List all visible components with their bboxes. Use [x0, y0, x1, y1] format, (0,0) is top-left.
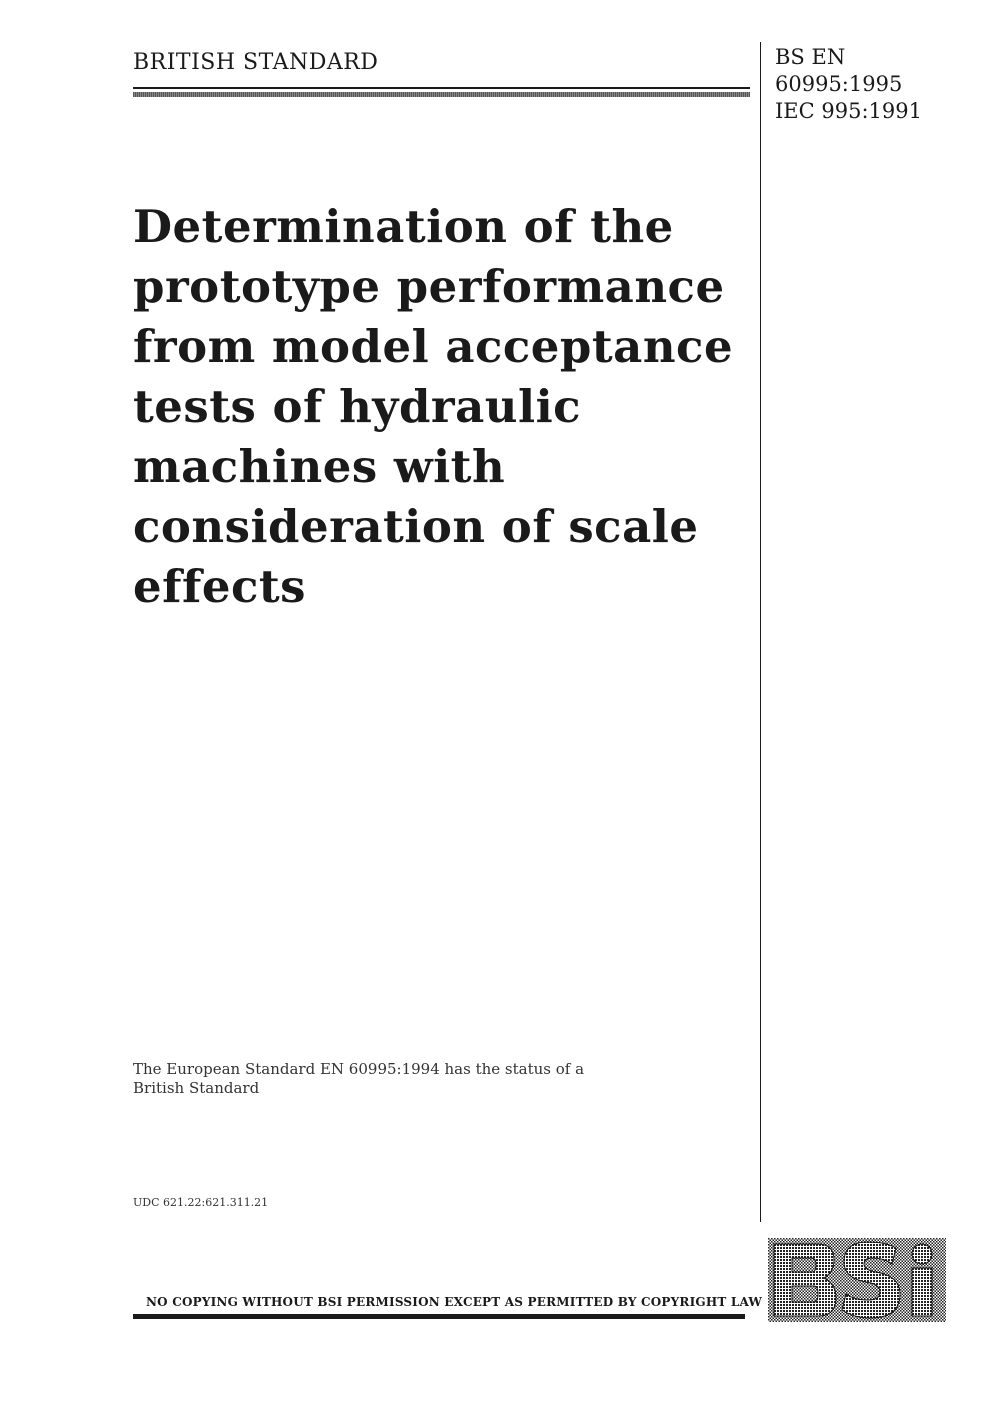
- title-line: Determination of the: [133, 200, 674, 253]
- udc-code: UDC 621.22:621.311.21: [133, 1196, 269, 1209]
- document-title: [133, 197, 753, 617]
- bsi-logo-icon: [768, 1238, 946, 1322]
- title-line: from model acceptance: [133, 320, 734, 373]
- copyright-notice: NO COPYING WITHOUT BSI PERMISSION EXCEPT AS PERMITTED BY COPYRIGHT LAW: [146, 1295, 763, 1309]
- title-line: machines with: [133, 440, 506, 493]
- header-rule: [133, 87, 750, 97]
- vertical-divider: [760, 42, 761, 1222]
- title-line: prototype performance: [133, 260, 725, 313]
- header-label: BRITISH STANDARD: [133, 50, 379, 75]
- title-line: tests of hydraulic: [133, 380, 582, 433]
- standard-number-bs-en: BS EN: [775, 45, 846, 69]
- footer-rule: [133, 1314, 745, 1319]
- status-note: [133, 1060, 584, 1098]
- title-line: consideration of scale: [133, 500, 699, 553]
- title-line: effects: [133, 560, 306, 613]
- status-note-line: The European Standard EN 60995:1994 has the status of a: [133, 1060, 585, 1078]
- standard-number-iec: IEC 995:1991: [775, 99, 922, 123]
- standard-numbers: [775, 44, 922, 125]
- standard-number-year: 60995:1995: [775, 72, 903, 96]
- status-note-line: British Standard: [133, 1079, 260, 1097]
